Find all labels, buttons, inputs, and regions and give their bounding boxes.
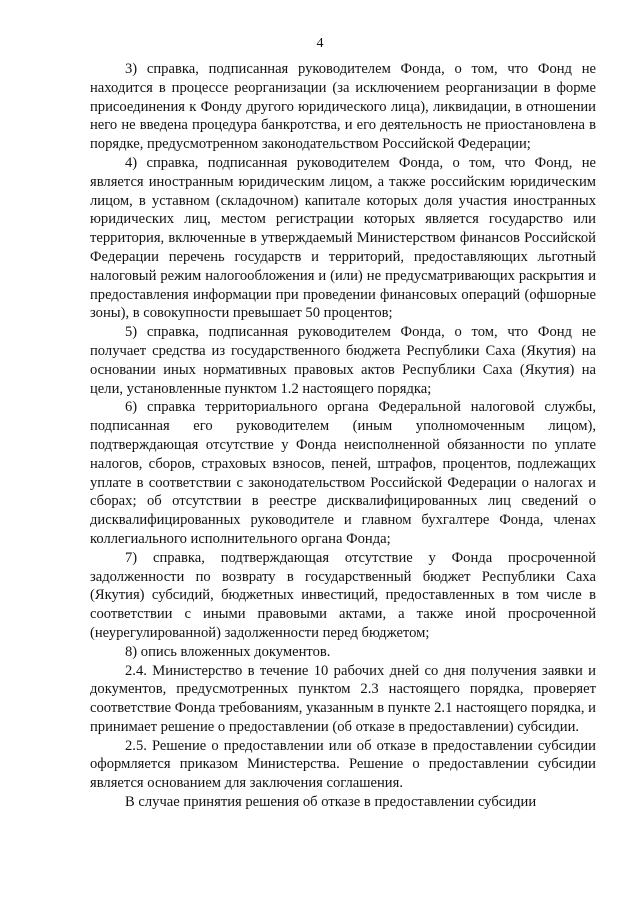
paragraph-item-5: 5) справка, подписанная руководителем Фонда, о том, что Фонд не получает средства из государственного бюджета Республики Саха (Якутия) на основании иных нормативных правовых актов Республики Саха (Якутия) на цели, установленные пунктом 1.2 настоящего порядка; — [90, 324, 596, 397]
document-body — [90, 60, 596, 812]
paragraph-item-3: 3) справка, подписанная руководителем Фонда, о том, что Фонд не находится в процессе реорганизации (за исключением реорганизации в форме присоединения к Фонду другого юридического лица), ликвидации, в отношении него не введена процедура банкротства, и его деятельность не приостановлена в порядке, предусмотренном законодательством Российской Федерации; — [90, 61, 596, 153]
paragraph-2-4: 2.4. Министерство в течение 10 рабочих дней со дня получения заявки и документов, предусмотренных пунктом 2.3 настоящего порядка, проверяет соответствие Фонда требованиям, указанным в пункте 2.1 настоящего порядка, и принимает решение о предоставлении (об отказе в предоставлении) субсидии. — [90, 662, 596, 735]
paragraph-refusal-case: В случае принятия решения об отказе в предоставлении субсидии — [125, 794, 537, 811]
paragraph-item-7: 7) справка, подтверждающая отсутствие у Фонда просроченной задолженности по возврату в государственный бюджет Республики Саха (Якутия) субсидий, бюджетных инвестиций, предоставленных в том числе в соответствии с иными правовыми актами, а также иной просроченной (неурегулированной) задолженности перед бюджетом; — [90, 549, 596, 641]
paragraph-item-8: 8) опись вложенных документов. — [125, 643, 331, 660]
paragraph-2-5: 2.5. Решение о предоставлении или об отказе в предоставлении субсидии оформляется приказом Министерства. Решение о предоставлении субсидии является основанием для заключения соглашения. — [90, 737, 596, 792]
paragraph-item-6: 6) справка территориального органа Федеральной налоговой службы, подписанная его руководителем (иным уполномоченным лицом), подтверждающая отсутствие у Фонда неисполненной обязанности по уплате налогов, сборов, страховых взносов, пеней, штрафов, процентов, подлежащих уплате в соответствии с законодательством Российской Федерации о налогах и сборах; об отсутствии в реестре дисквалифицированных лиц сведений о дисквалифицированных руководителе и главном бухгалтере Фонда, членах коллегиального исполнительного органа Фонда; — [90, 399, 596, 547]
page-number: 4 — [316, 36, 324, 51]
paragraph-item-4: 4) справка, подписанная руководителем Фонда, о том, что Фонд, не является иностранным юридическим лицом, а также российским юридическим лицом, в уставном (складочном) капитале которых доля участия иностранных юридических лиц, местом регистрации которых является государство или территория, включенные в утверждаемый Министерством финансов Российской Федерации перечень государств и территорий, предоставляющих льготный налоговый режим налогообложения и (или) не предусматривающих раскрытия и предоставления информации при проведении финансовых операций (офшорные зоны), в совокупности превышает 50 процентов; — [90, 154, 596, 322]
